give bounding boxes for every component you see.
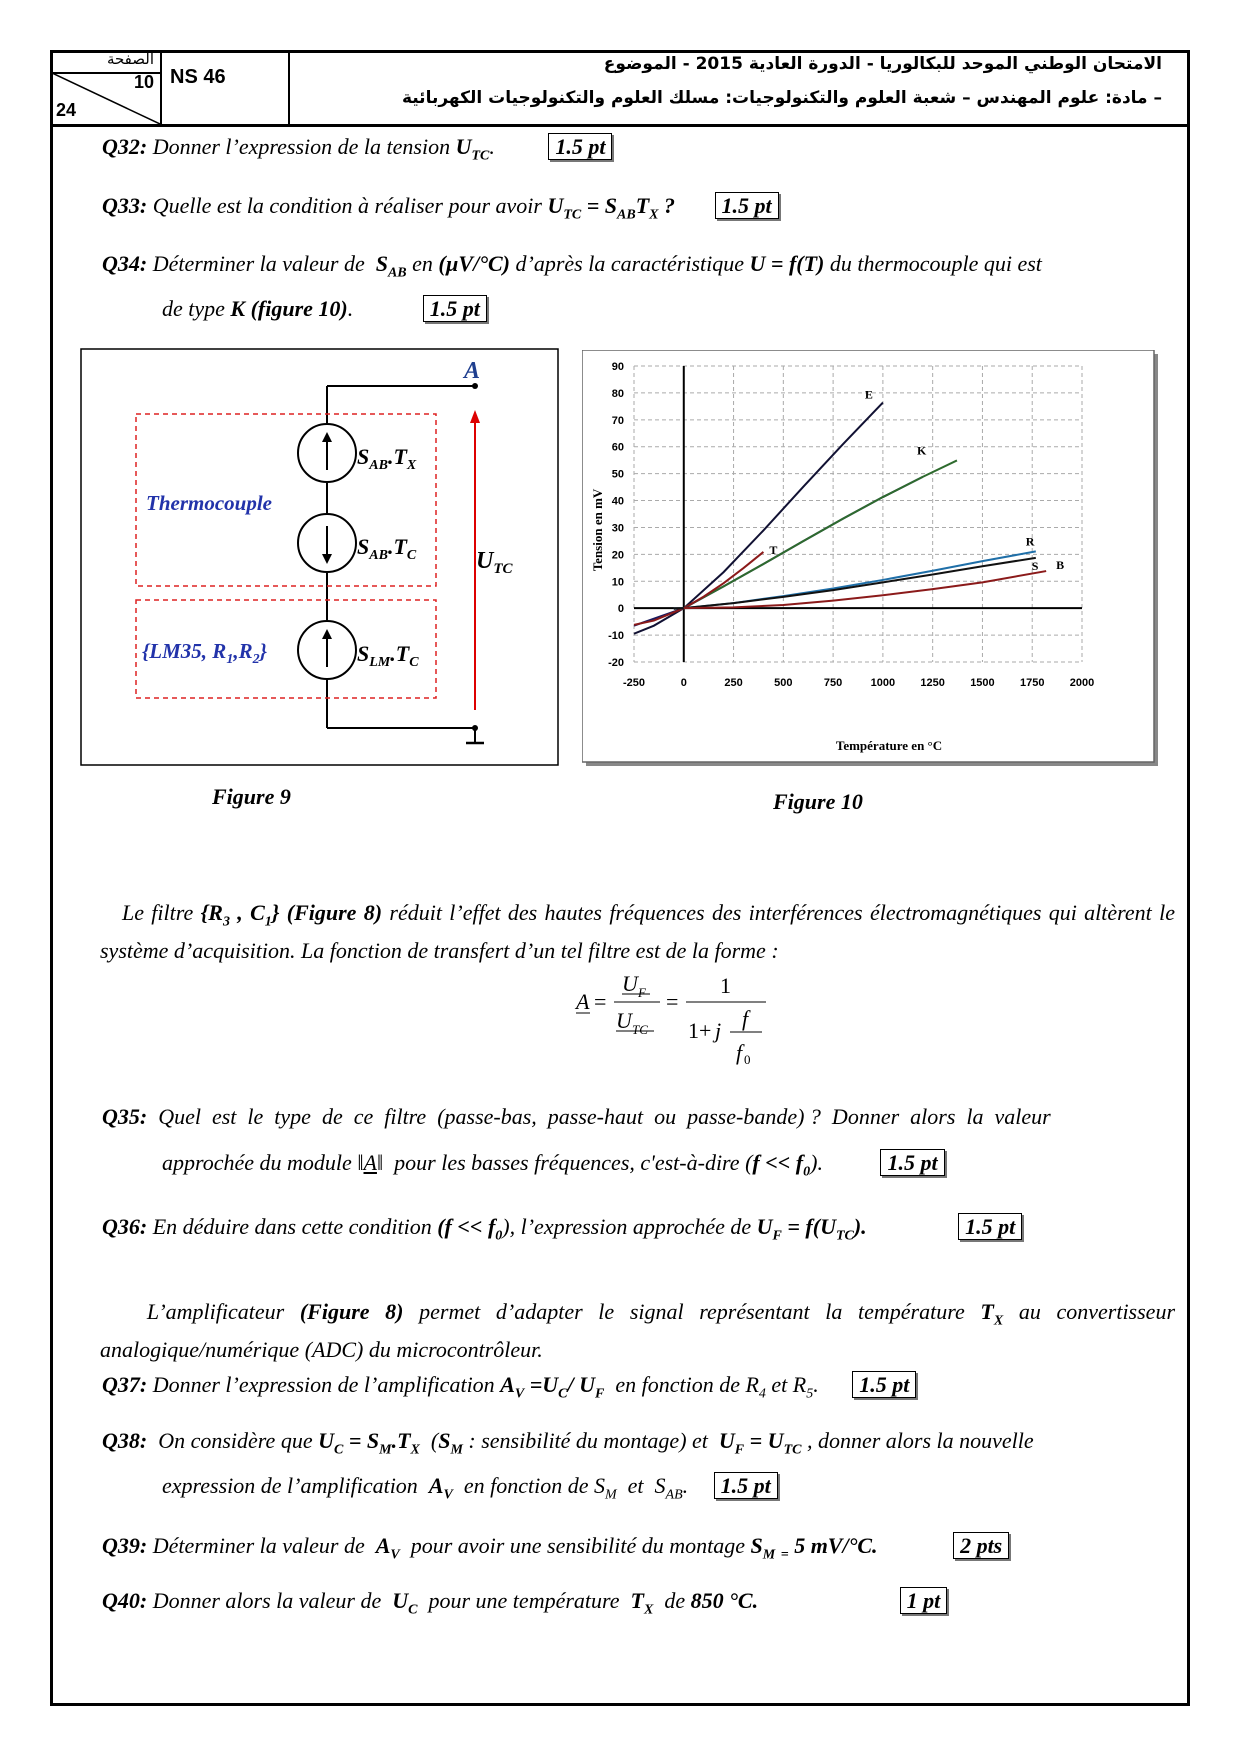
transfer-function-formula <box>570 966 770 1066</box>
svg-text:U: U <box>616 1008 632 1033</box>
y-tick-label: -10 <box>608 630 624 643</box>
thermocouple-label: Thermocouple <box>146 491 272 515</box>
series-label-s: S <box>1031 558 1039 573</box>
x-tick-label: 750 <box>823 677 843 689</box>
source1-label: $S_{AB}.T_X$ <box>357 444 417 473</box>
question-q35: Q35: Quel est le type de ce filtre (passe-bas, passe-haut ou passe-bande) ? Donner alors la valeur <box>102 1104 1051 1129</box>
points-badge: 1.5 pt <box>852 1371 916 1398</box>
question-q34-line2: de type K (figure 10). 1.5 pt <box>162 296 487 322</box>
source3-label: $S_{LM}.T_C$ <box>357 641 419 670</box>
x-tick-label: 1750 <box>1019 677 1045 689</box>
svg-text:0: 0 <box>744 1052 751 1066</box>
question-q33: Q33: Quelle est la condition à réaliser pour avoir $U_{TC} = S_{AB}T_X$ ? 1.5 pt <box>102 193 779 223</box>
filter-paragraph: Le filtre {$R_3$ , $C_1$} (Figure 8) réduit l’effet des hautes fréquences des interférences électromagnétiques qui altèrent le système d’acquisition. La fonction de transfert d’un tel filtre est de la forme : <box>100 900 1175 964</box>
svg-text:U: U <box>622 971 638 996</box>
source2-label: $S_{AB}.T_C$ <box>357 534 417 563</box>
utc-label: $U_{TC}$ <box>476 548 513 577</box>
page-number: 10 <box>133 72 154 92</box>
question-q40: Q40: Donner alors la valeur de $U_C$ pour une température $T_X$ de 850 °C. 1 pt <box>102 1588 947 1618</box>
amplifier-paragraph: L’amplificateur (Figure 8) permet d’adapter le signal représentant la température $T_X$ au convertisseur analogique/numérique (ADC) du microcontrôleur. <box>100 1299 1176 1363</box>
y-tick-label: 40 <box>611 495 624 508</box>
svg-text:1+: 1+ <box>688 1018 712 1043</box>
figure10-chart <box>582 350 1162 770</box>
points-badge: 1 pt <box>900 1587 948 1614</box>
series-label-e: E <box>864 387 873 402</box>
points-badge: 1.5 pt <box>423 295 487 322</box>
y-tick-label: 90 <box>611 361 624 373</box>
points-badge: 1.5 pt <box>880 1149 944 1176</box>
points-badge: 1.5 pt <box>958 1213 1022 1240</box>
total-pages: 24 <box>56 100 77 120</box>
y-tick-label: 30 <box>611 522 624 535</box>
question-q35-line2: approchée du module ‖A‖ pour les basses fréquences, c'est-à-dire $(f << f_0)$. 1.5 pt <box>162 1150 945 1180</box>
exam-subject: – مادة: علوم المهندس – شعبة العلوم والتكنولوجيات: مسلك العلوم والتكنولوجيات الكهربائية <box>401 88 1162 108</box>
y-tick-label: 80 <box>611 387 624 400</box>
exam-title: الامتحان الوطني الموحد للبكالوريا - الدورة العادية 2015 - الموضوع <box>603 54 1162 74</box>
svg-text:f: f <box>736 1040 743 1065</box>
y-tick-label: 50 <box>611 468 624 481</box>
x-tick-label: -250 <box>622 677 646 689</box>
y-tick-label: 70 <box>611 414 624 427</box>
exam-code: NS 46 <box>162 50 290 124</box>
page-label: الصفحة <box>106 50 154 68</box>
series-label-t: T <box>769 542 778 557</box>
x-tick-label: 500 <box>774 677 793 689</box>
question-q38: Q38: On considère que $U_C = S_M.T_X$ ($S_M$ : sensibilité du montage) et $U_F = U_{TC}$ , donner alors la nouvelle <box>102 1428 1034 1458</box>
question-q38-line2: expression de l’amplification $A_V$ en fonction de $S_M$ et $S_{AB}$. 1.5 pt <box>162 1473 778 1503</box>
x-tick-label: 2000 <box>1069 677 1095 689</box>
question-q34: Q34: Déterminer la valeur de $S_{AB}$ en (µV/°C) d’après la caractéristique U = f(T) du thermocouple qui est <box>102 251 1042 281</box>
svg-text:F: F <box>638 985 646 1000</box>
svg-text:TC: TC <box>632 1022 648 1037</box>
question-q37: Q37: Donner l’expression de l’amplification $A_V =U_C/$ $U_F$ en fonction de $R_4$ et $R_5$. 1.5 pt <box>102 1372 916 1402</box>
points-badge: 2 pts <box>953 1532 1009 1559</box>
x-tick-label: 250 <box>724 677 743 689</box>
y-tick-label: -20 <box>608 657 624 669</box>
x-tick-label: 0 <box>680 677 687 689</box>
y-tick-label: 10 <box>611 576 624 589</box>
points-badge: 1.5 pt <box>714 1472 778 1499</box>
series-label-b: B <box>1056 558 1065 573</box>
y-tick-label: 20 <box>611 549 624 562</box>
svg-text:A: A <box>576 989 590 1014</box>
y-tick-label: 0 <box>617 603 624 616</box>
x-tick-label: 1250 <box>920 677 945 689</box>
node-a-label: A <box>464 358 481 384</box>
x-tick-label: 1000 <box>870 677 896 689</box>
page-number-box <box>50 50 162 124</box>
series-label-r: R <box>1025 534 1035 549</box>
svg-text:j: j <box>715 1018 722 1043</box>
points-badge: 1.5 pt <box>548 133 612 160</box>
x-tick-label: 1500 <box>970 677 995 689</box>
exam-header <box>50 50 1190 127</box>
svg-text:=: = <box>666 989 679 1014</box>
svg-text:=: = <box>594 989 607 1014</box>
figure9-circuit <box>80 348 559 766</box>
points-badge: 1.5 pt <box>715 192 779 219</box>
x-axis-label: Température en °C <box>835 738 943 753</box>
y-axis-label: Tension en mV <box>590 488 605 572</box>
question-q39: Q39: Déterminer la valeur de $A_V$ pour avoir une sensibilité du montage $S_M$ $_=$ 5 mV/°C. 2 pts <box>102 1533 1009 1563</box>
svg-text:f: f <box>742 1006 749 1031</box>
figure10-caption: Figure 10 <box>773 789 863 814</box>
question-q36: Q36: En déduire dans cette condition $(f << f_0)$, l’expression approchée de $U_F = f(U_{TC})$. 1.5 pt <box>102 1214 1022 1244</box>
question-q32: Q32: Donner l’expression de la tension $U_{TC}$. 1.5 pt <box>102 134 612 164</box>
lm35-label: {LM35, $R_1,R_2$} <box>142 639 267 667</box>
figure9-caption: Figure 9 <box>212 784 291 809</box>
series-label-k: K <box>916 443 927 458</box>
svg-text:1: 1 <box>720 973 731 998</box>
y-tick-label: 60 <box>611 441 624 454</box>
